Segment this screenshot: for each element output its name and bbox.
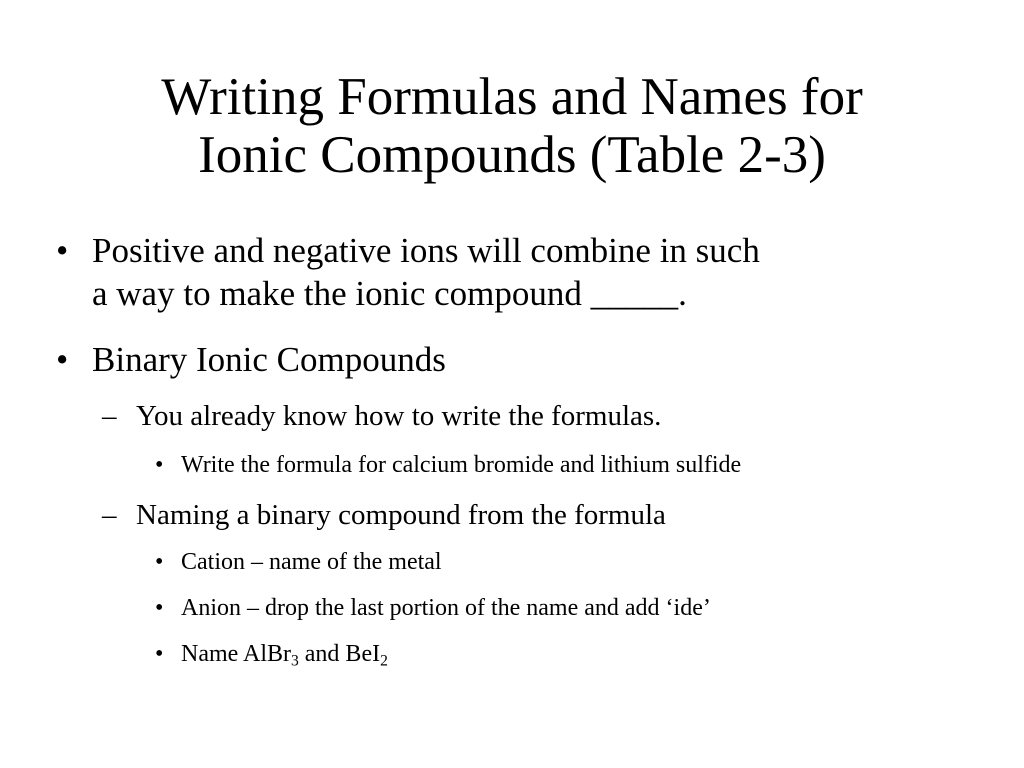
subbullet-text: Naming a binary compound from the formula xyxy=(136,499,666,531)
formula-middle: and BeI xyxy=(298,641,381,667)
slide-title xyxy=(0,68,1024,184)
subbullet-naming-binary xyxy=(102,497,996,533)
bullet-marker: • xyxy=(155,549,164,575)
item-text: Anion – drop the last portion of the name and add ‘ide’ xyxy=(181,595,711,621)
subbullet-already-know xyxy=(102,398,996,434)
bullet-positive-negative-ions xyxy=(56,229,992,315)
bullet-marker: • xyxy=(155,595,164,621)
subbullet-text: You already know how to write the formulas. xyxy=(136,400,662,432)
dash-marker: – xyxy=(102,499,117,531)
bullet-text: Binary Ionic Compounds xyxy=(92,340,446,379)
bullet-marker: • xyxy=(56,340,69,379)
formula-prefix: Name AlBr xyxy=(181,641,291,667)
item-cation xyxy=(155,547,1001,577)
title-line-2: Ionic Compounds (Table 2-3) xyxy=(198,126,826,184)
bullet-binary-ionic-compounds xyxy=(56,338,992,381)
bullet-marker: • xyxy=(155,452,164,478)
bullet-marker: • xyxy=(56,231,69,270)
item-write-formula xyxy=(155,450,1001,480)
item-anion xyxy=(155,593,1001,623)
bullet-text-line-2: a way to make the ionic compound _____. xyxy=(92,274,687,313)
subscript-3: 3 xyxy=(290,652,299,670)
subscript-2: 2 xyxy=(380,652,388,670)
bullet-text-line-1: Positive and negative ions will combine in such xyxy=(92,231,760,270)
bullet-marker: • xyxy=(155,641,164,667)
title-line-1: Writing Formulas and Names for xyxy=(161,68,863,126)
item-text: Write the formula for calcium bromide and lithium sulfide xyxy=(181,452,742,478)
item-name-formulas xyxy=(155,639,1001,670)
dash-marker: – xyxy=(102,400,117,432)
item-text: Cation – name of the metal xyxy=(181,549,442,575)
